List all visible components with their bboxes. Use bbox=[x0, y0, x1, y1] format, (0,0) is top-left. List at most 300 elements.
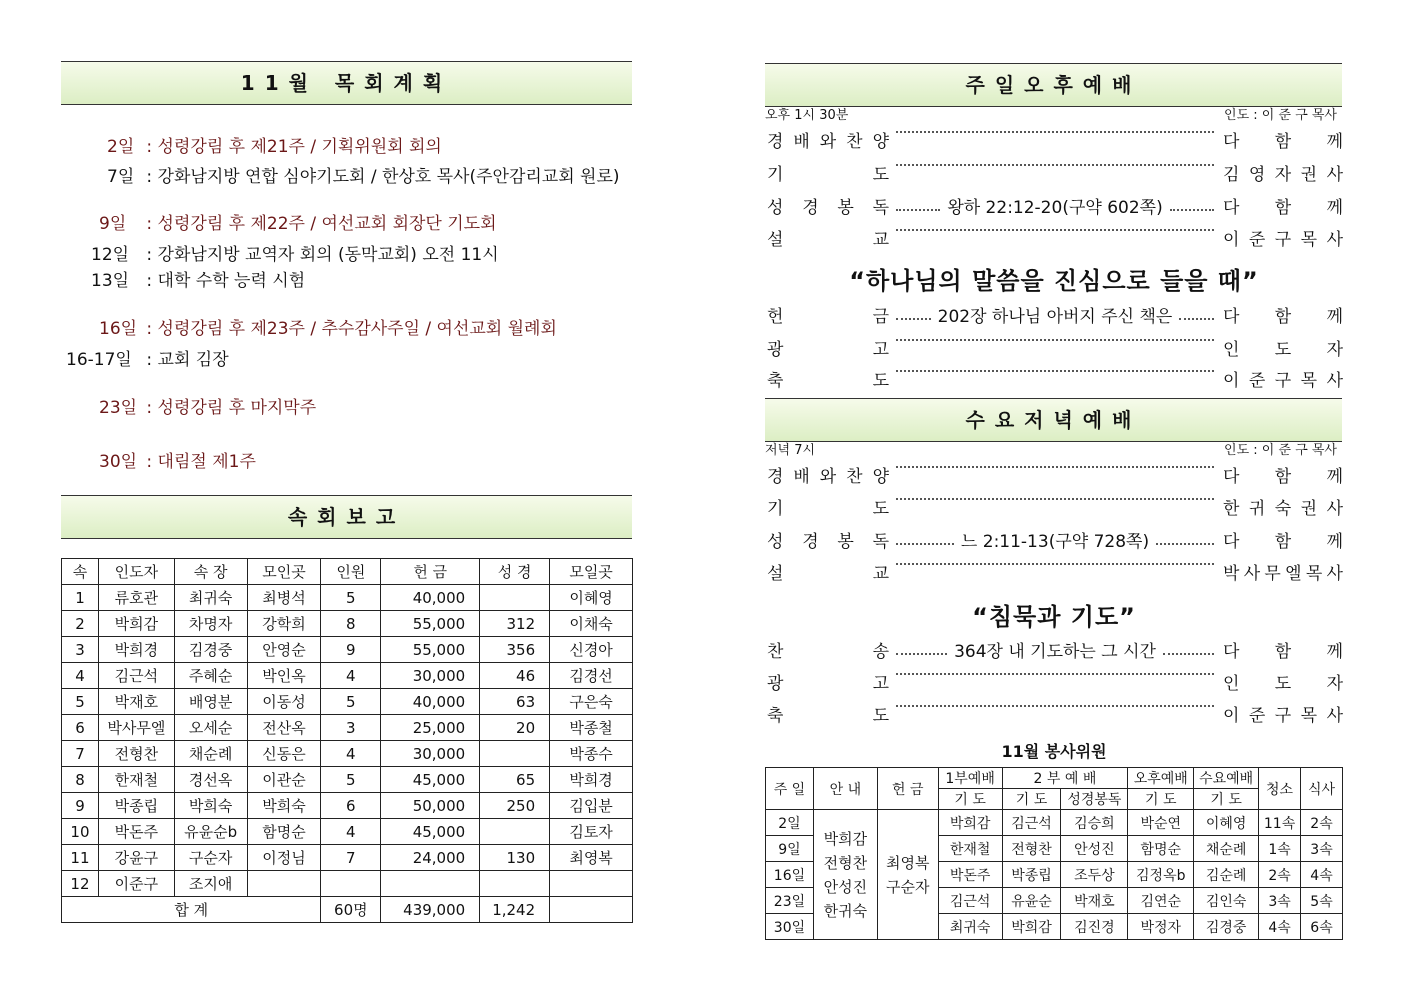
plan-event-date: 12일 bbox=[91, 245, 130, 265]
afternoon-sermon-title: “하나님의 말씀을 진심으로 들을 때” bbox=[849, 267, 1259, 295]
table-row bbox=[766, 810, 1343, 836]
separator: : bbox=[141, 398, 158, 418]
order-who-text bbox=[1223, 703, 1343, 729]
order-row bbox=[765, 304, 1343, 330]
order-leader-dots bbox=[893, 639, 1217, 665]
plan-event bbox=[107, 132, 442, 157]
table-cell: 안성진 bbox=[1061, 836, 1128, 862]
dotted-leader bbox=[896, 370, 1214, 372]
glyph: 교 bbox=[872, 230, 889, 250]
cell-report-col-header: 모일곳 bbox=[550, 559, 633, 585]
table-row bbox=[62, 741, 633, 767]
glyph: 봉 bbox=[837, 198, 854, 218]
table-cell: 박사무엘 bbox=[98, 715, 174, 741]
table-cell: 30,000 bbox=[381, 741, 480, 767]
vol-h-offering: 헌 금 bbox=[877, 768, 938, 810]
total-offering: 439,000 bbox=[381, 897, 480, 923]
table-cell: 4 bbox=[321, 741, 381, 767]
table-cell bbox=[321, 871, 381, 897]
glyph: 귀 bbox=[1248, 499, 1266, 519]
table-cell: 전형찬 bbox=[1002, 836, 1061, 862]
table-cell: 구순자 bbox=[174, 845, 247, 871]
glyph: 이 bbox=[1223, 371, 1240, 391]
table-cell: 김순례 bbox=[1194, 862, 1259, 888]
table-cell: 63 bbox=[480, 689, 550, 715]
order-label bbox=[767, 529, 889, 555]
order-row bbox=[765, 529, 1343, 555]
table-cell: 65 bbox=[480, 767, 550, 793]
plan-event-text: 대학 수학 능력 시험 bbox=[157, 271, 306, 291]
glyph: 배 bbox=[793, 132, 810, 152]
table-cell: 유윤순 bbox=[1002, 888, 1061, 914]
wednesday-sermon-title: “침묵과 기도” bbox=[972, 603, 1136, 631]
table-cell: 30일 bbox=[766, 914, 814, 940]
order-label bbox=[767, 195, 889, 221]
table-cell: 차명자 bbox=[174, 611, 247, 637]
order-label-text bbox=[767, 639, 889, 665]
order-label-text bbox=[767, 496, 889, 522]
table-cell: 박종립 bbox=[1002, 862, 1061, 888]
order-label bbox=[767, 304, 889, 330]
plan-event bbox=[99, 393, 316, 418]
plan-event-date: 13일 bbox=[91, 271, 130, 291]
table-row bbox=[62, 637, 633, 663]
table-cell: 전형찬 bbox=[98, 741, 174, 767]
glyph: 기 bbox=[767, 499, 784, 519]
plan-event-date: 16일 bbox=[99, 319, 138, 339]
glyph: 사 bbox=[1243, 564, 1261, 584]
table-cell bbox=[480, 741, 550, 767]
table-cell: 이혜영 bbox=[1194, 810, 1259, 836]
order-label bbox=[767, 561, 889, 587]
order-who-text bbox=[1223, 671, 1343, 697]
table-row bbox=[62, 871, 633, 897]
plan-event bbox=[99, 447, 256, 472]
dotted-leader bbox=[896, 543, 954, 545]
wednesday-time: 저녁 7시 bbox=[765, 443, 816, 458]
table-cell: 5 bbox=[321, 585, 381, 611]
table-cell: 김인숙 bbox=[1194, 888, 1259, 914]
table-row bbox=[62, 611, 633, 637]
order-who-text bbox=[1223, 639, 1343, 665]
table-row bbox=[62, 663, 633, 689]
order-row bbox=[765, 129, 1343, 155]
glyph: 께 bbox=[1326, 467, 1343, 487]
vol-h-guide: 안 내 bbox=[813, 768, 877, 810]
plan-event-date: 9일 bbox=[99, 214, 127, 234]
table-cell: 박순연 bbox=[1128, 810, 1194, 836]
table-cell: 7 bbox=[62, 741, 99, 767]
plan-event-date: 2일 bbox=[107, 137, 135, 157]
table-cell: 박종철 bbox=[550, 715, 633, 741]
afternoon-title: 주일오후예배 bbox=[965, 73, 1142, 97]
dotted-leader bbox=[896, 466, 1214, 468]
glyph: 도 bbox=[872, 165, 889, 185]
glyph: 도 bbox=[1274, 340, 1292, 360]
plan-event-text: 강화남지방 연합 심야기도회 / 한상호 목사(주안감리교회 원로) bbox=[157, 167, 620, 187]
glyph: 와 bbox=[819, 132, 837, 152]
order-who-text bbox=[1223, 227, 1343, 253]
table-cell: 구은숙 bbox=[550, 689, 633, 715]
table-cell: 김근석 bbox=[938, 888, 1002, 914]
table-cell: 23일 bbox=[766, 888, 814, 914]
glyph: 다 bbox=[1223, 307, 1240, 327]
order-who bbox=[1223, 561, 1343, 587]
glyph: 도 bbox=[1274, 674, 1292, 694]
table-cell: 8 bbox=[62, 767, 99, 793]
glyph: 광 bbox=[767, 674, 784, 694]
vol-h-clean: 청소 bbox=[1259, 768, 1301, 810]
glyph: 다 bbox=[1223, 132, 1240, 152]
glyph: 경 bbox=[767, 467, 784, 487]
table-cell: 조지애 bbox=[174, 871, 247, 897]
glyph: 사 bbox=[1326, 564, 1343, 584]
glyph: 께 bbox=[1326, 532, 1343, 552]
glyph: 박 bbox=[1223, 564, 1240, 584]
volunteers-table bbox=[765, 767, 1343, 940]
glyph: 다 bbox=[1223, 642, 1240, 662]
table-cell: 한재철 bbox=[98, 767, 174, 793]
table-cell: 2속 bbox=[1259, 862, 1301, 888]
dotted-leader bbox=[896, 339, 1214, 341]
table-cell: 채순례 bbox=[174, 741, 247, 767]
table-cell: 김입분 bbox=[550, 793, 633, 819]
glyph: 함 bbox=[1274, 642, 1292, 662]
table-cell: 함명순 bbox=[247, 819, 321, 845]
glyph: 함 bbox=[1274, 198, 1292, 218]
order-row bbox=[765, 337, 1343, 363]
order-who-text bbox=[1223, 162, 1343, 188]
table-cell: 강학희 bbox=[247, 611, 321, 637]
glyph: 께 bbox=[1326, 132, 1343, 152]
glyph: 께 bbox=[1326, 642, 1343, 662]
table-cell: 3속 bbox=[1259, 888, 1301, 914]
glyph: 목 bbox=[1305, 564, 1323, 584]
glyph: 사 bbox=[1326, 230, 1343, 250]
order-leader-dots bbox=[893, 129, 1217, 131]
glyph: 와 bbox=[819, 467, 837, 487]
order-label bbox=[767, 703, 889, 729]
dotted-leader bbox=[1156, 543, 1214, 545]
table-cell: 최영복 bbox=[550, 845, 633, 871]
table-cell: 3 bbox=[62, 637, 99, 663]
table-cell: 이정님 bbox=[247, 845, 321, 871]
table-cell: 배영분 bbox=[174, 689, 247, 715]
dotted-leader bbox=[896, 673, 1214, 675]
glyph: 성 bbox=[767, 198, 784, 218]
table-cell: 2속 bbox=[1301, 810, 1343, 836]
table-row bbox=[62, 767, 633, 793]
table-cell: 24,000 bbox=[381, 845, 480, 871]
plan-title: 11월 목회계획 bbox=[240, 71, 453, 95]
order-leader-dots bbox=[893, 337, 1217, 339]
order-who bbox=[1223, 195, 1343, 221]
table-cell: 5속 bbox=[1301, 888, 1343, 914]
order-who bbox=[1223, 227, 1343, 253]
table-row bbox=[62, 819, 633, 845]
table-cell: 46 bbox=[480, 663, 550, 689]
dotted-leader bbox=[896, 563, 1214, 565]
table-cell: 312 bbox=[480, 611, 550, 637]
order-who-text bbox=[1223, 561, 1343, 587]
glyph: 독 bbox=[872, 198, 889, 218]
cell-report-col-header: 모인곳 bbox=[247, 559, 321, 585]
order-who bbox=[1223, 129, 1343, 155]
table-cell: 최귀숙 bbox=[938, 914, 1002, 940]
glyph: 무 bbox=[1264, 564, 1281, 584]
order-label-text bbox=[767, 195, 889, 221]
glyph: 다 bbox=[1223, 198, 1240, 218]
order-label bbox=[767, 227, 889, 253]
order-who bbox=[1223, 639, 1343, 665]
order-label bbox=[767, 337, 889, 363]
table-cell: 20 bbox=[480, 715, 550, 741]
order-leader-dots bbox=[893, 464, 1217, 466]
order-who bbox=[1223, 162, 1343, 188]
table-cell: 오세순 bbox=[174, 715, 247, 741]
table-cell: 신경아 bbox=[550, 637, 633, 663]
wednesday-subline bbox=[765, 441, 1343, 461]
glyph: 한 bbox=[1223, 499, 1240, 519]
table-cell: 박정자 bbox=[1128, 914, 1194, 940]
table-cell: 8 bbox=[321, 611, 381, 637]
table-cell: 40,000 bbox=[381, 689, 480, 715]
table-cell: 10 bbox=[62, 819, 99, 845]
table-cell: 박돈주 bbox=[98, 819, 174, 845]
dotted-leader bbox=[1170, 209, 1214, 211]
glyph: 금 bbox=[872, 307, 889, 327]
order-row bbox=[765, 464, 1343, 490]
order-who-text bbox=[1223, 496, 1343, 522]
table-cell: 45,000 bbox=[381, 819, 480, 845]
separator: : bbox=[141, 271, 158, 291]
table-cell: 이채숙 bbox=[550, 611, 633, 637]
glyph: 축 bbox=[767, 706, 784, 726]
table-cell: 박인옥 bbox=[247, 663, 321, 689]
glyph: 설 bbox=[767, 230, 784, 250]
glyph: 고 bbox=[872, 674, 889, 694]
table-cell: 박종수 bbox=[550, 741, 633, 767]
dotted-leader bbox=[896, 653, 947, 655]
glyph: 찬 bbox=[846, 132, 863, 152]
order-who bbox=[1223, 496, 1343, 522]
order-label-text bbox=[767, 337, 889, 363]
table-row bbox=[62, 845, 633, 871]
glyph: 함 bbox=[1274, 307, 1292, 327]
dotted-leader bbox=[1163, 653, 1214, 655]
dotted-leader bbox=[896, 498, 1214, 500]
order-who bbox=[1223, 337, 1343, 363]
table-cell: 2일 bbox=[766, 810, 814, 836]
table-cell: 이동성 bbox=[247, 689, 321, 715]
glyph: 찬 bbox=[846, 467, 863, 487]
table-cell: 3속 bbox=[1301, 836, 1343, 862]
table-cell: 박희감 bbox=[98, 611, 174, 637]
table-cell: 신동은 bbox=[247, 741, 321, 767]
table-cell: 5 bbox=[62, 689, 99, 715]
table-cell: 이관순 bbox=[247, 767, 321, 793]
table-cell bbox=[247, 871, 321, 897]
separator: : bbox=[141, 452, 158, 472]
table-cell: 조두상 bbox=[1061, 862, 1128, 888]
table-cell: 김토자 bbox=[550, 819, 633, 845]
glyph: 고 bbox=[872, 340, 889, 360]
cell-report-col-header: 속 장 bbox=[174, 559, 247, 585]
glyph: 다 bbox=[1223, 532, 1240, 552]
order-row bbox=[765, 195, 1343, 221]
separator: : bbox=[141, 167, 158, 187]
separator: : bbox=[141, 137, 158, 157]
glyph: 도 bbox=[872, 499, 889, 519]
glyph: 권 bbox=[1300, 165, 1318, 185]
order-detail: 202장 하나님 아버지 주신 책은 bbox=[934, 304, 1177, 330]
glyph: 경 bbox=[767, 132, 784, 152]
glyph: 영 bbox=[1248, 165, 1266, 185]
table-cell: 1 bbox=[62, 585, 99, 611]
separator: : bbox=[141, 214, 158, 234]
cell-report-header-row bbox=[62, 559, 633, 585]
table-cell: 경선옥 bbox=[174, 767, 247, 793]
glyph: 사 bbox=[1326, 499, 1343, 519]
table-row bbox=[62, 793, 633, 819]
order-row bbox=[765, 671, 1343, 697]
separator: : bbox=[141, 350, 158, 370]
plan-event-text: 성령강림 후 제21주 / 기획위원회 회의 bbox=[157, 137, 442, 157]
glyph: 헌 bbox=[767, 307, 784, 327]
table-cell: 최귀숙 bbox=[174, 585, 247, 611]
glyph: 께 bbox=[1326, 307, 1343, 327]
table-cell: 류호관 bbox=[98, 585, 174, 611]
vol-h-wed: 수요예배 bbox=[1194, 768, 1259, 789]
glyph: 축 bbox=[767, 371, 784, 391]
order-row bbox=[765, 368, 1343, 394]
table-cell: 채순례 bbox=[1194, 836, 1259, 862]
table-cell: 45,000 bbox=[381, 767, 480, 793]
order-leader-dots bbox=[893, 227, 1217, 229]
table-cell bbox=[480, 585, 550, 611]
glyph: 함 bbox=[1274, 132, 1292, 152]
order-label bbox=[767, 496, 889, 522]
table-cell: 김진경 bbox=[1061, 914, 1128, 940]
table-cell: 박희숙 bbox=[247, 793, 321, 819]
table-cell: 함명순 bbox=[1128, 836, 1194, 862]
wednesday-leader: 인도 : 이 준 구 목사 bbox=[1224, 443, 1337, 458]
glyph: 사 bbox=[1326, 165, 1343, 185]
glyph: 께 bbox=[1326, 198, 1343, 218]
order-who-text bbox=[1223, 368, 1343, 394]
table-cell: 강윤구 bbox=[98, 845, 174, 871]
total-label: 합 계 bbox=[62, 897, 321, 923]
table-cell: 250 bbox=[480, 793, 550, 819]
order-label-text bbox=[767, 464, 889, 490]
order-who-text bbox=[1223, 129, 1343, 155]
plan-event-date: 30일 bbox=[99, 452, 138, 472]
table-cell: 30,000 bbox=[381, 663, 480, 689]
order-label bbox=[767, 671, 889, 697]
cell-report-col-header: 인원 bbox=[321, 559, 381, 585]
afternoon-header bbox=[765, 63, 1342, 107]
glyph: 구 bbox=[1274, 230, 1292, 250]
dotted-leader bbox=[896, 229, 1214, 231]
table-cell: 김근석 bbox=[98, 663, 174, 689]
glyph: 함 bbox=[1274, 467, 1292, 487]
glyph: 배 bbox=[793, 467, 810, 487]
table-cell: 안영순 bbox=[247, 637, 321, 663]
order-who bbox=[1223, 464, 1343, 490]
glyph: 양 bbox=[872, 467, 889, 487]
order-who bbox=[1223, 671, 1343, 697]
glyph: 자 bbox=[1326, 340, 1343, 360]
table-row bbox=[62, 689, 633, 715]
glyph: 권 bbox=[1300, 499, 1318, 519]
table-cell: 16일 bbox=[766, 862, 814, 888]
glyph: 함 bbox=[1274, 532, 1292, 552]
order-leader-dots bbox=[893, 703, 1217, 705]
glyph: 숙 bbox=[1274, 499, 1292, 519]
table-cell: 김경중 bbox=[1194, 914, 1259, 940]
table-cell: 유윤순b bbox=[174, 819, 247, 845]
glyph: 도 bbox=[872, 706, 889, 726]
order-leader-dots bbox=[893, 368, 1217, 370]
table-cell: 박재호 bbox=[1061, 888, 1128, 914]
order-label bbox=[767, 162, 889, 188]
table-cell: 박희숙 bbox=[174, 793, 247, 819]
order-label-text bbox=[767, 529, 889, 555]
order-leader-dots bbox=[893, 529, 1217, 555]
table-cell: 박희경 bbox=[98, 637, 174, 663]
order-detail: 느 2:11-13(구약 728쪽) bbox=[957, 529, 1153, 555]
table-row bbox=[62, 715, 633, 741]
glyph: 자 bbox=[1274, 165, 1292, 185]
plan-event-date: 16-17일 bbox=[66, 350, 132, 370]
table-cell: 4 bbox=[321, 663, 381, 689]
order-label-text bbox=[767, 368, 889, 394]
table-cell: 김정옥b bbox=[1128, 862, 1194, 888]
order-label bbox=[767, 368, 889, 394]
afternoon-time: 오후 1시 30분 bbox=[765, 108, 849, 123]
glyph: 사 bbox=[1326, 706, 1343, 726]
order-who-text bbox=[1223, 529, 1343, 555]
plan-header bbox=[61, 61, 632, 105]
glyph: 준 bbox=[1248, 230, 1266, 250]
vol-h-sunday: 주 일 bbox=[766, 768, 814, 810]
table-cell: 박돈주 bbox=[938, 862, 1002, 888]
glyph: 자 bbox=[1326, 674, 1343, 694]
plan-event bbox=[99, 314, 557, 339]
table-cell: 6 bbox=[321, 793, 381, 819]
table-cell: 130 bbox=[480, 845, 550, 871]
order-leader-dots bbox=[893, 304, 1217, 330]
glyph: 송 bbox=[872, 642, 889, 662]
table-cell: 55,000 bbox=[381, 637, 480, 663]
glyph: 구 bbox=[1274, 371, 1292, 391]
order-row bbox=[765, 561, 1343, 587]
table-cell: 4 bbox=[62, 663, 99, 689]
cell-report-col-header: 인도자 bbox=[98, 559, 174, 585]
glyph: 목 bbox=[1300, 230, 1318, 250]
vol-h-pray-1: 기 도 bbox=[938, 789, 1002, 810]
order-label-text bbox=[767, 671, 889, 697]
plan-event-text: 강화남지방 교역자 회의 (동막교회) 오전 11시 bbox=[157, 245, 499, 265]
table-cell: 55,000 bbox=[381, 611, 480, 637]
cell-report-header bbox=[61, 495, 632, 539]
table-cell: 25,000 bbox=[381, 715, 480, 741]
table-cell: 박희감 bbox=[938, 810, 1002, 836]
order-row bbox=[765, 703, 1343, 729]
vol-h-meal: 식사 bbox=[1301, 768, 1343, 810]
order-detail: 왕하 22:12-20(구약 602쪽) bbox=[943, 195, 1166, 221]
order-who-text bbox=[1223, 464, 1343, 490]
